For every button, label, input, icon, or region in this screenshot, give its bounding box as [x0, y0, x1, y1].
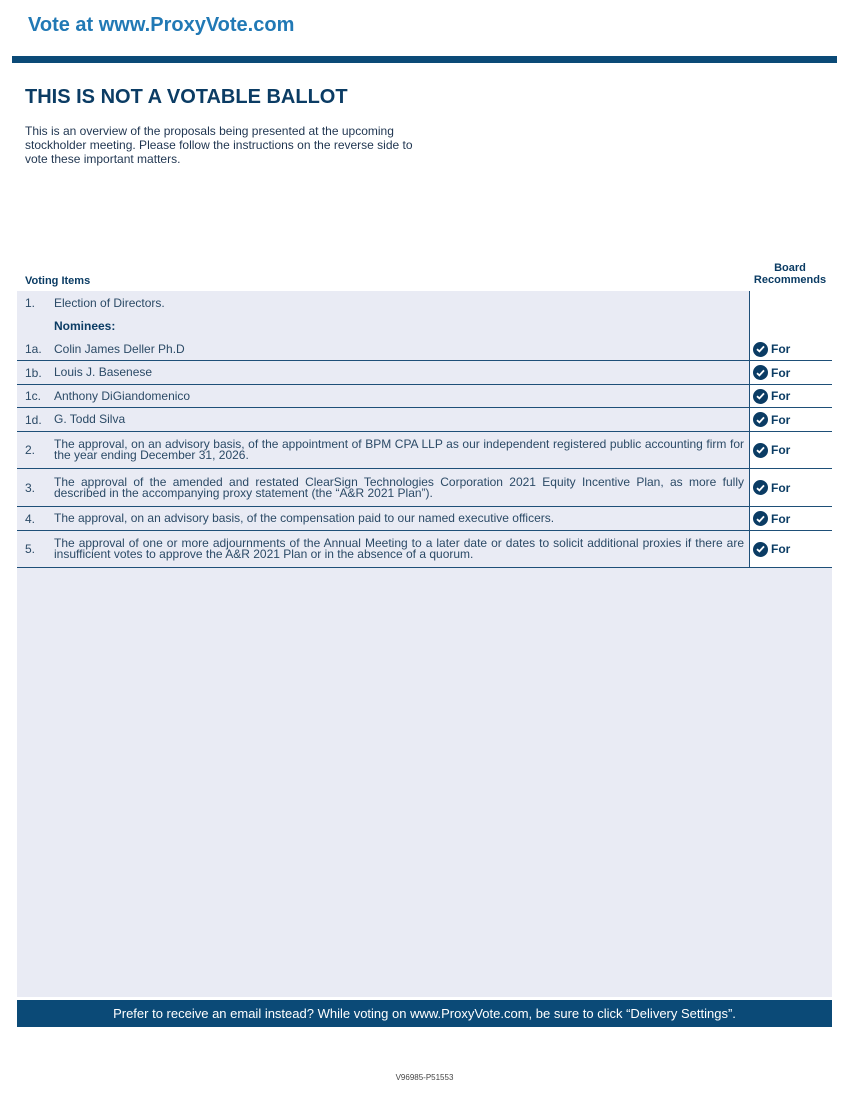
item-description: The approval of the amended and restated ClearSign Technologies Corporation 2021 Equity Incentive Plan, as more fully described in the accompanying proxy statement (the “A&R 2021 Plan”). [54, 474, 744, 500]
recommendation-cell [749, 432, 832, 468]
item-number: 1c. [25, 389, 42, 403]
voting-item-row [17, 315, 832, 338]
recommendation-label: For [771, 542, 791, 556]
recommendation-cell [749, 507, 832, 530]
delivery-settings-banner [17, 1000, 832, 1027]
voting-item-row [17, 291, 832, 315]
item-number: 1b. [25, 365, 42, 380]
item-number: 4. [25, 511, 36, 526]
recommendation-cell [749, 469, 832, 506]
voting-item-row [17, 469, 832, 507]
item-number: 1. [25, 296, 36, 310]
voting-item-row [17, 385, 832, 408]
voting-item-row [17, 432, 832, 469]
voting-item-row [17, 531, 832, 568]
item-description: The approval, on an advisory basis, of the compensation paid to our named executive officers. [54, 511, 555, 525]
recommendation-label: For [771, 480, 791, 495]
item-number: 5. [25, 542, 36, 556]
recommendation-cell [749, 315, 832, 338]
recommendation-label: For [771, 443, 791, 457]
board-recommends-line2: Recommends [753, 274, 827, 286]
document-code: V96985-P51553 [395, 1073, 454, 1082]
recommendation-cell [749, 531, 832, 567]
check-circle-icon [753, 412, 768, 427]
recommendation-label: For [771, 389, 791, 403]
header-divider [12, 56, 837, 63]
recommendation-label: For [771, 511, 791, 526]
recommendation-cell [749, 291, 832, 315]
check-circle-icon [753, 443, 768, 458]
recommendation-cell [749, 338, 832, 360]
voting-item-row [17, 338, 832, 361]
recommendation-label: For [771, 412, 791, 427]
voting-item-row [17, 361, 832, 385]
recommendation-cell [749, 408, 832, 431]
item-number: 1d. [25, 412, 42, 427]
board-recommends-header [748, 262, 832, 286]
nominees-label: Nominees: [54, 319, 116, 333]
voting-items-header: Voting Items [25, 275, 91, 287]
intro-text: This is an overview of the proposals being presented at the upcoming stockholder meeting. Please follow the instructions on the reverse side to vote these important matters. [25, 124, 413, 166]
item-description: Anthony DiGiandomenico [54, 388, 191, 403]
recommendation-label: For [771, 365, 791, 380]
item-description: The approval, on an advisory basis, of the appointment of BPM CPA LLP as our independent registered public accounting firm for the year ending December 31, 2026. [54, 437, 744, 462]
proxyvote-header-link[interactable]: Vote at www.ProxyVote.com [28, 14, 295, 36]
voting-item-row [17, 408, 832, 432]
check-circle-icon [753, 542, 768, 557]
item-number: 2. [25, 443, 36, 457]
board-recommends-line1: Board [774, 262, 806, 274]
check-circle-icon [753, 511, 768, 526]
recommendation-cell [749, 385, 832, 407]
item-description: Louis J. Basenese [54, 365, 153, 379]
item-number: 3. [25, 480, 36, 495]
voting-item-row [17, 507, 832, 531]
recommendation-label: For [771, 342, 791, 356]
item-description: Colin James Deller Ph.D [54, 341, 185, 356]
check-circle-icon [753, 480, 768, 495]
item-number: 1a. [25, 342, 42, 356]
delivery-settings-text: Prefer to receive an email instead? While voting on www.ProxyVote.com, be sure to click “Delivery Settings”. [113, 1006, 736, 1021]
check-circle-icon [753, 342, 768, 357]
item-description: G. Todd Silva [54, 412, 126, 426]
recommendation-cell [749, 361, 832, 384]
page-title: THIS IS NOT A VOTABLE BALLOT [25, 86, 348, 108]
item-description: The approval of one or more adjournments of the Annual Meeting to a later date or dates to solicit additional proxies if there are insufficient votes to approve the A&R 2021 Plan or in the absence of a quorum. [54, 536, 744, 561]
check-circle-icon [753, 389, 768, 404]
item-description: Election of Directors. [54, 295, 165, 310]
check-circle-icon [753, 365, 768, 380]
